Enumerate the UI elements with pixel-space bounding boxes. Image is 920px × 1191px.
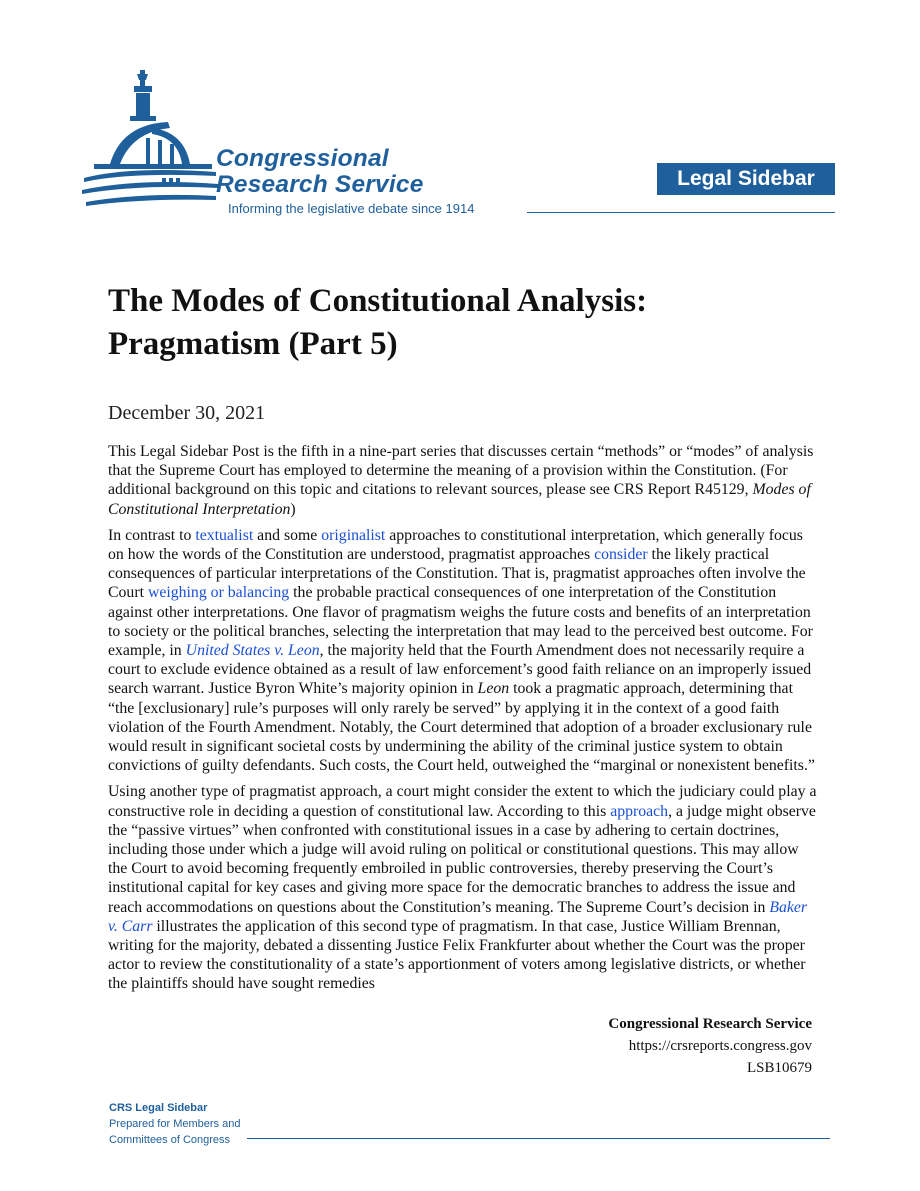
link-approach[interactable]: approach (610, 802, 669, 820)
publication-date: December 30, 2021 (108, 402, 266, 424)
text-span: Using another type of pragmatist approach, a court might consider the extent to which the judiciary could play a constructive role in deciding a question of constitutional law. According to this (108, 783, 817, 820)
footer-code: LSB10679 (746, 1060, 812, 1076)
title-line1: The Modes of Constitutional Analysis: (108, 283, 648, 319)
link-consider[interactable]: consider (594, 546, 648, 564)
note-line1: CRS Legal Sidebar (109, 1102, 208, 1114)
paragraph-pragmatism (108, 526, 818, 776)
note-line2: Prepared for Members and (109, 1118, 241, 1130)
text-span: , a judge might observe the “passive virtues” when confronted with constitutional issues in a case by adhering to certain doctrines, including those under which a judge will avoid ruling on political or constitutional questions. This may allow the Court to avoid becoming frequently embroiled in public controversies, thereby preserving the Court’s institutional capital for key cases and giving more space for the democratic branches to address the issue and reach accommodations on questions about the Constitution’s meaning. The Supreme Court’s decision in (108, 802, 816, 916)
org-name-line2: Research Service (216, 171, 424, 198)
text-span: the probable practical consequences of one interpretation of the Constitution against other interpretations. One flavor of pragmatism weighs the future costs and benefits of an interpretation to society or the political branches, selecting the interpretation that may lead to the perceived best outcome. For example, in (108, 584, 813, 660)
link-united-states-v-leon[interactable]: United States v. Leon (185, 642, 320, 660)
legal-sidebar-badge: Legal Sidebar (657, 163, 835, 195)
header-rule (527, 212, 835, 213)
text-span: In contrast to (108, 526, 196, 544)
report-title: Modes of Constitutional Interpretation (108, 481, 811, 518)
title-line2: Pragmatism (Part 5) (108, 326, 398, 362)
link-originalist[interactable]: originalist (321, 526, 386, 544)
text-span: illustrates the application of this second type of pragmatism. In that case, Justice William Brennan, writing for the majority, debated a dissenting Justice Felix Frankfurter about whether the Court was the proper actor to review the constitutionality of a state’s apportionment of voters among legislative districts, or whether the plaintiffs should have sought remedies (108, 917, 806, 993)
footer-url[interactable]: https://crsreports.congress.gov (628, 1038, 812, 1054)
text-span: This Legal Sidebar Post is the fifth in a nine-part series that discusses certain “methods” or “modes” of analysis that the Supreme Court has employed to determine the meaning of a provision within the Constitution. (For additional background on this topic and citations to relevant sources, please see CRS Report R45129, (108, 443, 814, 499)
tagline: Informing the legislative debate since 1914 (228, 201, 475, 216)
link-weighing-or-balancing[interactable]: weighing or balancing (147, 584, 290, 602)
bottom-rule (247, 1138, 830, 1139)
page-title (108, 280, 808, 366)
org-name-line1: Congressional (216, 145, 389, 172)
paragraph-passive-virtues (108, 782, 818, 993)
note-line3: Committees of Congress (109, 1134, 231, 1146)
paragraph-intro (108, 442, 818, 519)
crs-logo (80, 66, 540, 222)
text-span: approaches to constitutional interpretation, which generally focus on how the words of the Constitution are understood, pragmatist approaches (108, 526, 803, 564)
link-textualist[interactable]: textualist (195, 526, 254, 544)
text-span: and some (253, 526, 322, 544)
capitol-dome-icon (80, 66, 230, 222)
case-name: Leon (477, 680, 510, 698)
page-footer (608, 1013, 812, 1079)
link-baker-v-carr[interactable]: Baker v. Carr (108, 898, 808, 935)
org-name (216, 146, 424, 198)
text-span: , the majority held that the Fourth Amendment does not necessarily require a court to exclude evidence obtained as a result of law enforcement’s good faith reliance on an improperly issued search warrant. Justice Byron White’s majority opinion in (108, 642, 812, 698)
text-span: took a pragmatic approach, determining that “the [exclusionary] rule’s purposes will only rarely be served” by applying it in the context of a good faith violation of the Fourth Amendment. Notably, the Court determined that adoption of a broader exclusionary rule would result in significant societal costs by undermining the ability of the criminal justice system to obtain convictions of guilty defendants. Such costs, the Court held, outweighed the “marginal or nonexistent benefits.” (108, 680, 815, 775)
article-body (108, 442, 818, 994)
text-span: ) (290, 500, 296, 518)
text-span: the likely practical consequences of particular interpretations of the Constitution. That is, pragmatist approaches often involve the Court (108, 546, 806, 602)
crs-legal-sidebar-note (109, 1100, 240, 1148)
footer-org: Congressional Research Service (608, 1016, 812, 1032)
